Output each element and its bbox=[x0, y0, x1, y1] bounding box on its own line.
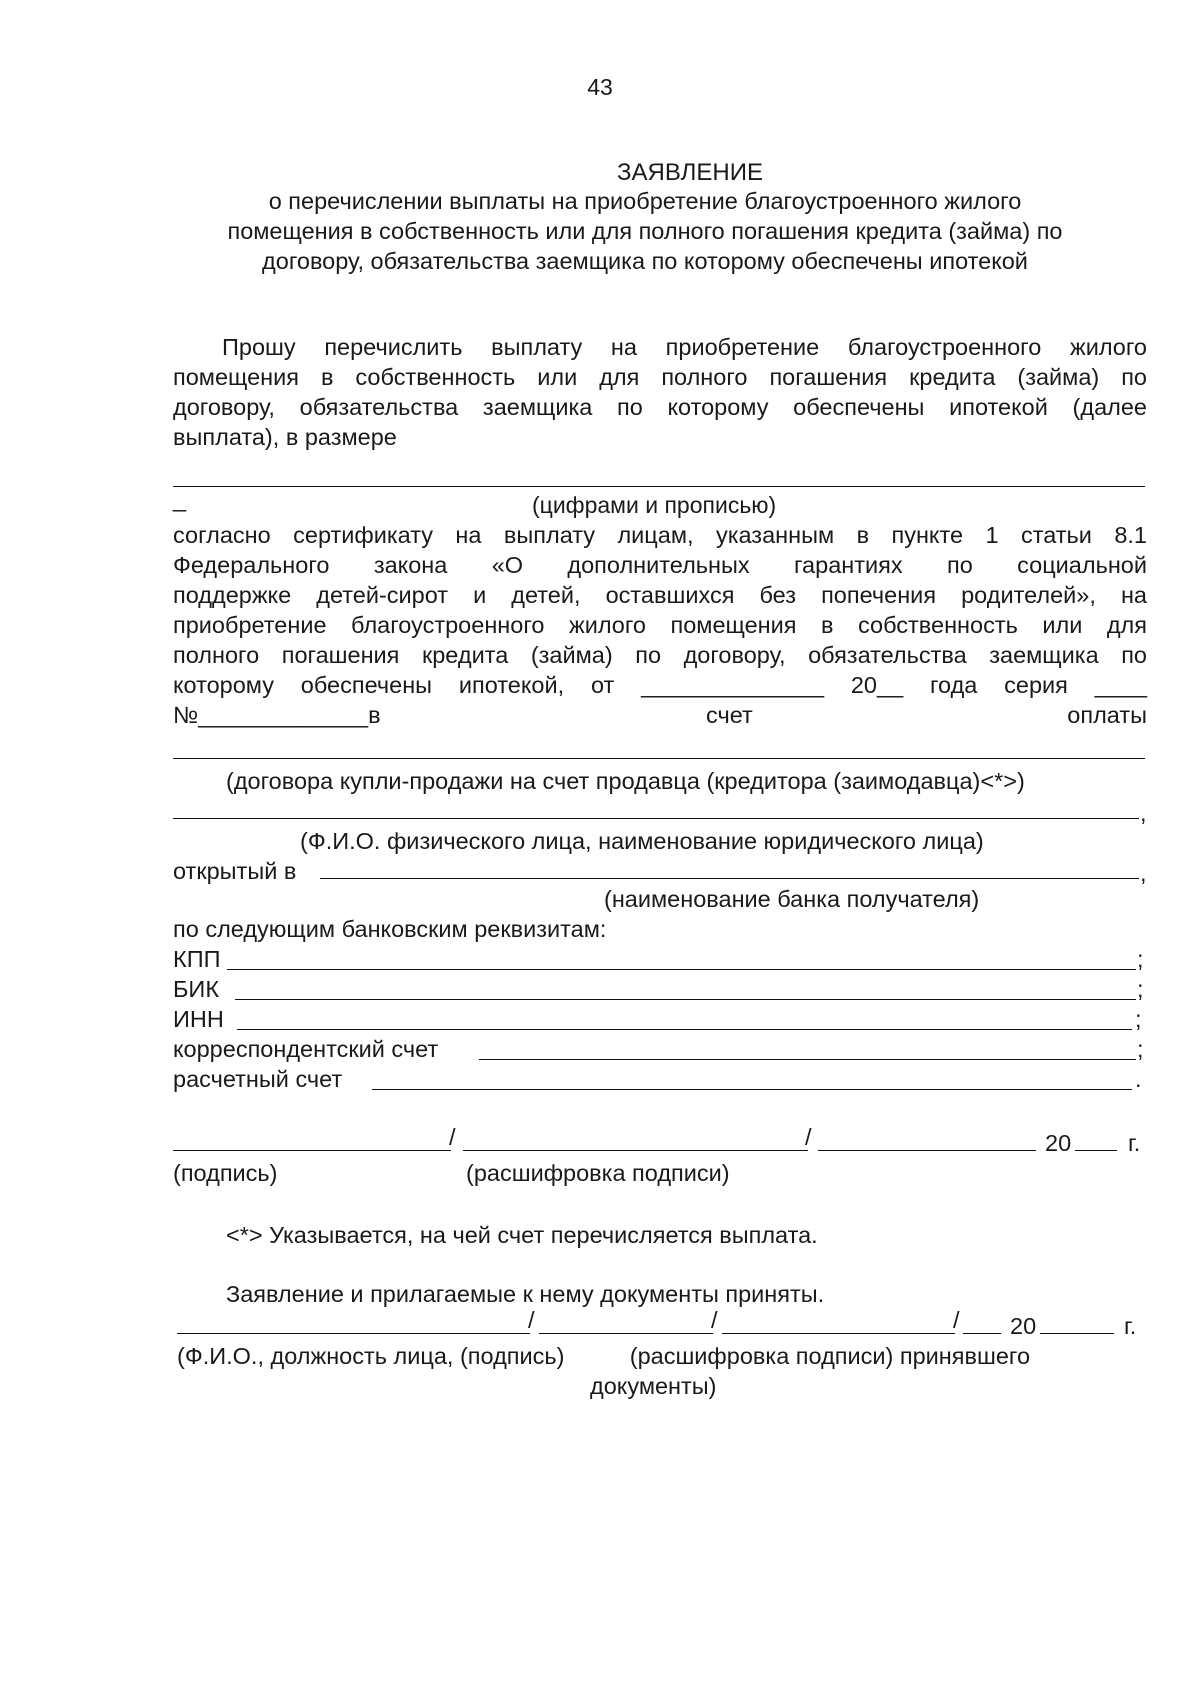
amount-field[interactable] bbox=[173, 486, 1145, 487]
requisite-inn[interactable] bbox=[173, 1004, 1147, 1034]
signature-label: (подпись) bbox=[173, 1160, 278, 1186]
person-field-comma: , bbox=[1140, 800, 1147, 826]
requisite-end: ; bbox=[1137, 946, 1144, 972]
page-number: 43 bbox=[587, 74, 613, 100]
acceptor-name-field[interactable] bbox=[177, 1333, 530, 1334]
requisite-correspondent-account[interactable] bbox=[173, 1034, 1147, 1064]
signature-separator: / bbox=[449, 1124, 456, 1150]
acceptance-caption-line-1: (Ф.И.О., должность лица, (подпись) (расшифровка подписи) принявшего bbox=[177, 1343, 1031, 1369]
body-line-1: согласно сертификату на выплату лицам, указанным в пункте 1 статьи 8.1 bbox=[173, 522, 1147, 548]
requisite-label: КПП bbox=[173, 946, 221, 972]
payment-word: оплаты bbox=[1067, 702, 1147, 728]
signature-field[interactable] bbox=[173, 1150, 451, 1151]
contract-hint: (договора купли-продажи на счет продавца (кредитора (заимодавца)<*>) bbox=[226, 768, 1025, 794]
request-line-2: помещения в собственность или для полного погашения кредита (займа) по bbox=[173, 364, 1147, 390]
requisite-field[interactable] bbox=[227, 969, 1136, 970]
account-word: счет bbox=[706, 702, 753, 728]
acceptance-year-field[interactable] bbox=[1040, 1333, 1114, 1334]
person-hint: (Ф.И.О. физического лица, наименование юридического лица) bbox=[300, 828, 984, 854]
signature-separator: / bbox=[805, 1124, 812, 1150]
person-field[interactable] bbox=[173, 818, 1139, 819]
bank-field-comma: , bbox=[1140, 860, 1147, 886]
acceptor-decipher-field[interactable] bbox=[722, 1333, 955, 1334]
subtitle-line-3: договору, обязательства заемщика по которому обеспечены ипотекой bbox=[262, 248, 1028, 274]
footnote: <*> Указывается, на чей счет перечисляется выплата. bbox=[226, 1222, 818, 1248]
opened-in-label: открытый в bbox=[173, 858, 297, 884]
requisite-end: ; bbox=[1135, 1006, 1142, 1032]
signature-year-suffix: г. bbox=[1128, 1130, 1141, 1156]
requisite-end: . bbox=[1135, 1066, 1142, 1092]
request-line-1: Прошу перечислить выплату на приобретение благоустроенного жилого bbox=[222, 334, 1147, 360]
amount-hint: (цифрами и прописью) bbox=[532, 492, 777, 518]
requisite-label: БИК bbox=[173, 976, 220, 1002]
signature-year-field[interactable] bbox=[1075, 1150, 1117, 1151]
bank-hint: (наименование банка получателя) bbox=[604, 886, 980, 912]
requisite-end: ; bbox=[1137, 1036, 1144, 1062]
acceptance-year-prefix: 20 bbox=[1010, 1313, 1037, 1339]
requisite-field[interactable] bbox=[479, 1059, 1136, 1060]
acceptance-date-field[interactable] bbox=[963, 1333, 1001, 1334]
body-line-5: полного погашения кредита (займа) по договору, обязательства заемщика по bbox=[173, 642, 1147, 668]
subtitle-line-1: о перечислении выплаты на приобретение благоустроенного жилого bbox=[268, 188, 1022, 214]
document-title: ЗАЯВЛЕНИЕ bbox=[617, 159, 763, 186]
requisite-end: ; bbox=[1137, 976, 1144, 1002]
acceptance-separator: / bbox=[528, 1307, 535, 1333]
requisite-settlement-account[interactable] bbox=[173, 1064, 1147, 1094]
signature-date-field[interactable] bbox=[818, 1150, 1036, 1151]
requisite-field[interactable] bbox=[235, 999, 1136, 1000]
subtitle-line-2: помещения в собственность или для полного погашения кредита (займа) по bbox=[227, 218, 1063, 244]
requisite-field[interactable] bbox=[372, 1089, 1132, 1090]
requisite-label: корреспондентский счет bbox=[173, 1036, 439, 1062]
acceptance-year-suffix: г. bbox=[1124, 1313, 1137, 1339]
body-line-2: Федерального закона «О дополнительных гарантиях по социальной bbox=[173, 552, 1147, 578]
bank-field[interactable] bbox=[320, 878, 1139, 879]
acceptor-signature-field[interactable] bbox=[539, 1333, 713, 1334]
requisite-kpp[interactable] bbox=[173, 944, 1147, 974]
acceptance-caption-line-2: документы) bbox=[590, 1373, 717, 1399]
accepted-text: Заявление и прилагаемые к нему документы приняты. bbox=[226, 1281, 825, 1307]
requisites-intro: по следующим банковским реквизитам: bbox=[173, 916, 607, 942]
request-line-4: выплата), в размере bbox=[173, 424, 397, 450]
acceptance-separator: / bbox=[711, 1307, 718, 1333]
certificate-line[interactable]: которому обеспечены ипотекой, от ______________ 20__ года серия ____ bbox=[173, 672, 1147, 698]
body-line-4: приобретение благоустроенного жилого помещения в собственность или для bbox=[173, 612, 1147, 638]
certificate-number-field[interactable]: №_____________в bbox=[173, 702, 381, 728]
request-line-3: договору, обязательства заемщика по которому обеспечены ипотекой (далее bbox=[173, 394, 1147, 420]
requisite-label: расчетный счет bbox=[173, 1066, 343, 1092]
amount-stub: _ bbox=[173, 486, 187, 512]
signature-decipher-field[interactable] bbox=[463, 1150, 808, 1151]
body-line-3: поддержке детей-сирот и детей, оставшихся без попечения родителей», на bbox=[173, 582, 1147, 608]
signature-year-prefix: 20 bbox=[1045, 1130, 1072, 1156]
signature-decipher-label: (расшифровка подписи) bbox=[466, 1160, 730, 1186]
requisite-bik[interactable] bbox=[173, 974, 1147, 1004]
acceptance-separator: / bbox=[953, 1307, 960, 1333]
requisite-field[interactable] bbox=[237, 1029, 1132, 1030]
contract-field[interactable] bbox=[173, 758, 1145, 759]
requisite-label: ИНН bbox=[173, 1006, 224, 1032]
